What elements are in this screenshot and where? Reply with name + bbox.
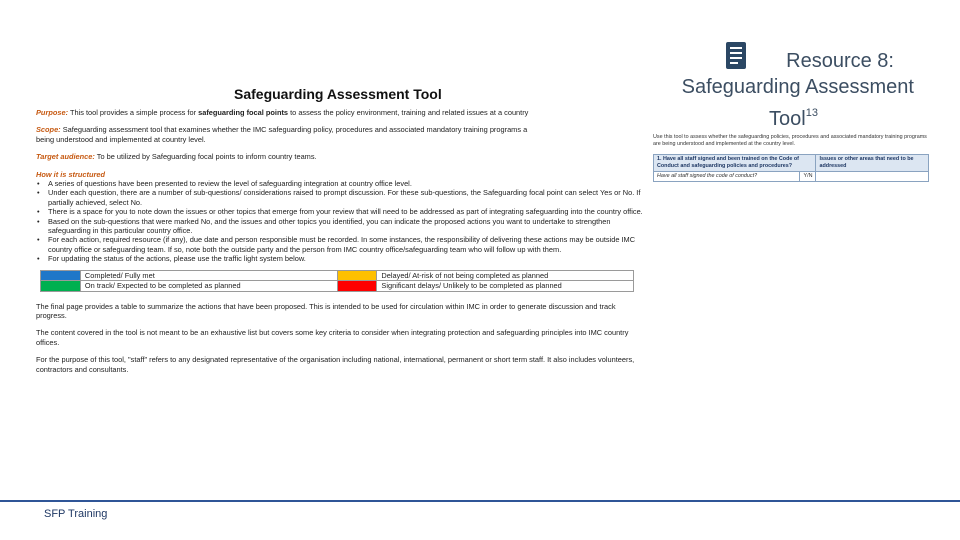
bullet-item: • For updating the status of the actions, please use the traffic light system below. [36, 254, 648, 263]
traffic-light-label: On track/ Expected to be completed as planned [80, 281, 337, 291]
audience-label: Target audience: [36, 152, 95, 162]
sub-question: Have all staff signed the code of conduct? [654, 172, 800, 182]
swatch-amber [337, 270, 377, 280]
tool-preview-intro: Use this tool to assess whether the safeguarding policies, procedures and associated mandatory training programs are being understood and implemented at the country level. [653, 134, 927, 147]
tool-preview-panel [653, 134, 929, 206]
final-page-note: The final page provides a table to summarize the actions that have been proposed. This is intended to be used for circulation within IMC in order to generate discussion and track progress. [36, 301, 616, 320]
issues-header: Issues or other areas that need to be addressed [816, 155, 929, 172]
swatch-green [41, 281, 81, 291]
swatch-red [337, 281, 377, 291]
document-scan [36, 80, 648, 490]
content-note: The content covered in the tool is not meant to be an exhaustive list but covers some key criteria to consider when integrating protection and safeguarding principles into IMC country offices. [36, 328, 629, 347]
tool-question: 1. Have all staff signed and been trained on the Code of Conduct and safeguarding policies and procedures? [654, 155, 816, 172]
bullet-item: • Based on the sub-questions that were marked No, and the issues and other topics you identified, you can indicate the proposed actions you want to undertake to strengthen safeguarding in this particular country office. [36, 217, 648, 236]
purpose-text-a: This tool provides a simple process for [68, 108, 199, 117]
traffic-light-row [41, 270, 634, 280]
structure-section [36, 170, 648, 264]
document-body [36, 108, 648, 382]
resource-title-line3: Tool$^{13}$ [769, 107, 818, 130]
scope-paragraph [36, 125, 648, 144]
purpose-label: Purpose: [36, 108, 69, 117]
bullet-item: • There is a space for you to note down the issues or other topics that emerge from your review that will need to be addressed as part of integrating safeguarding into the country office. [36, 207, 648, 216]
resource-title-line1: Resource 8: [786, 50, 894, 72]
traffic-light-row [41, 281, 634, 291]
purpose-text-bold: safeguarding focal points [198, 108, 289, 117]
document-title: Safeguarding Assessment Tool [234, 86, 442, 102]
footer-divider [0, 500, 960, 502]
audience-paragraph [36, 152, 648, 161]
tool-preview-table [653, 154, 929, 182]
scope-text-2: being understood and implemented at country level. [36, 134, 206, 144]
resource-title-line2: Safeguarding Assessment [681, 76, 914, 98]
structure-heading: How it is structured [36, 169, 105, 179]
traffic-light-table [40, 270, 634, 292]
footer-label: SFP Training [44, 508, 108, 520]
footnote-marker: 13 [805, 107, 818, 119]
issues-cell [816, 172, 929, 182]
yes-no-cell: Y/N [800, 172, 816, 182]
resource-title [666, 48, 914, 132]
staff-note: For the purpose of this tool, "staff" refers to any designated representative of the organisation including national, international, permanent or short term staff. It also includes volunteers, contractors and consultants. [36, 355, 635, 374]
bullet-item: • For each action, required resource (if any), due date and person responsible must be recorded. In some instances, the responsibility of delivering these actions may be outside IMC country office or safeguarding team. If so, note both the outside party and the person from IMC country office/safeguarding team who will follow up with them. [36, 235, 648, 254]
purpose-text-b: to assess the policy environment, training and related issues at a country [288, 108, 529, 117]
purpose-paragraph [36, 108, 648, 117]
scope-label: Scope: [36, 125, 61, 135]
audience-text: To be utilized by Safeguarding focal points to inform country teams. [94, 152, 317, 162]
traffic-light-label: Significant delays/ Unlikely to be completed as planned [377, 281, 634, 291]
swatch-blue [41, 270, 81, 280]
traffic-light-label: Completed/ Fully met [80, 270, 337, 280]
scope-text: Safeguarding assessment tool that examines whether the IMC safeguarding policy, procedures and associated mandatory training programs a [60, 125, 528, 135]
bullet-item: • Under each question, there are a number of sub-questions/ considerations raised to prompt discussion. For these sub-questions, the Safeguarding focal point can select Yes or No. If partially achieved, select No. [36, 188, 648, 207]
traffic-light-label: Delayed/ At-risk of not being completed as planned [377, 270, 634, 280]
bullet-item: • A series of questions have been presented to review the level of safeguarding integration at country office level. [36, 179, 648, 188]
